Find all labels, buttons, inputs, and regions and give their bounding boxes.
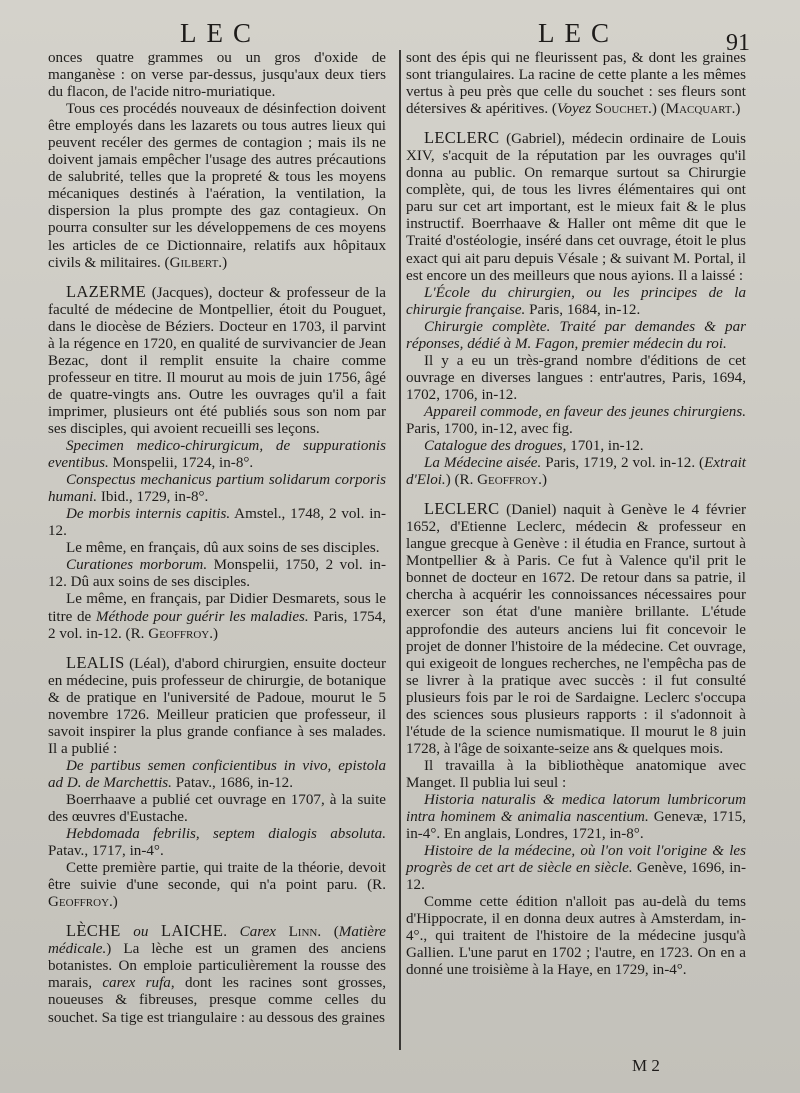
- paragraph: [48, 860, 386, 911]
- left-column: [48, 50, 386, 1027]
- paragraph: [406, 843, 746, 894]
- paragraph: [406, 404, 746, 438]
- paragraph: [48, 792, 386, 826]
- text-run: Il y a eu un très-grand nombre d'éditions de cet ouvrage en diverses langues : entr'autres, Paris, 1694, 1702, 1706, in-12.: [406, 352, 746, 403]
- text-run: Geoffroy.: [477, 472, 542, 489]
- paragraph: [406, 50, 746, 118]
- text-run: Geoffroy.: [148, 625, 213, 642]
- text-run: ) (R.: [445, 472, 478, 489]
- paragraph: [48, 438, 386, 472]
- text-run: Tous ces procédés nouveaux de désinfection doivent être employés dans les lazarets ou tous autres lieux qui peuvent recéler des germes de contagion ; mais ils ne doivent jamais empêcher l'usage des autres précautions de salubrité, telles que la propreté & tous les moyens mécaniques destinés à l'aération, la ventilation, la dispersion la plus prompte des gaz contagieux. On pourra consulter sur les développemens de ces moyens les articles de ce Dictionnaire, relatifs aux hôpitaux civils & militaires. (: [48, 101, 386, 271]
- italic-text: Matière médicale.: [48, 924, 386, 958]
- text-run: Boerrhaave a publié cet ouvrage en 1707, à la suite des œuvres d'Eustache.: [48, 791, 386, 826]
- paragraph: [406, 285, 746, 319]
- italic-text: Historia naturalis & medica latorum lumbricorum intra hominem & animalia nascentium.: [406, 791, 746, 826]
- running-head-left: LEC: [180, 18, 261, 48]
- entry-title: LECLERC: [424, 499, 500, 519]
- paragraph: [48, 654, 386, 758]
- text-run: ): [112, 894, 118, 911]
- text-run: ): [222, 254, 228, 271]
- text-run: ): [541, 472, 547, 489]
- paragraph: [406, 894, 746, 979]
- italic-text: Méthode pour guérir les maladies.: [95, 608, 309, 625]
- italic-text: Conspectus mechanicus partium solidarum corporis humani.: [48, 472, 386, 506]
- paragraph: [48, 557, 386, 591]
- text-run: Gilbert.: [169, 254, 223, 271]
- column-rule: [399, 50, 401, 1050]
- text-run: .: [223, 924, 240, 941]
- text-run: Le même, en français, dû aux soins de ses disciples.: [66, 540, 380, 557]
- text-run: Genève, 1696, in-12.: [406, 860, 746, 894]
- text-run: (Daniel) naquit à Genève le 4 février 1652, d'Etienne Leclerc, médecin & professeur en langue grecque à Genève : il étudia en France, surtout à Montpellier & à Paris. Ce fut à Valence qu'il prit le bonnet de docteur en 1672. De retour dans sa patrie, il chercha à acquérir les connoissances nécessaires pour exercer son état d'une manière brillante. L'étude approfondie des auteurs anciens lui fit concevoir le projet de donner l'histoire de la médecine. Cet ouvrage, qui exigeoit de longues recherches, ne l'empêcha pas de se livrer à la pratique avec succès : il fut consulté plusieurs fois par le roi de Sardaigne. Leclerc s'occupa des sciences sous plusieurs rapports : il s'adonnoit à l'étude de la science numismatique. Il mourut le 8 juin 1728, à l'âge de soixante-seize ans & quelques mois.: [406, 502, 746, 757]
- paragraph: [48, 472, 386, 506]
- paragraph: [48, 283, 386, 438]
- italic-text: carex rufa: [102, 975, 171, 992]
- text-run: (: [321, 924, 339, 941]
- entry-title: LEALIS: [66, 652, 125, 672]
- entry-title: LAICHE: [160, 921, 224, 941]
- text-run: Paris, 1719, 2 vol. in-12. (: [541, 455, 705, 472]
- text-run: Cette première partie, qui traite de la théorie, devoit être suivie d'une seconde, qui n'a point paru. (R.: [48, 860, 386, 894]
- paragraph: [48, 506, 386, 540]
- italic-text: Chirurgie complète. Traité par demandes & par réponses, dédié à M. Fagon, premier médecin du roi.: [406, 318, 746, 352]
- paragraph: [48, 826, 386, 860]
- italic-text: L'École du chirurgien, ou les principes de la chirurgie françaisе.: [406, 284, 746, 318]
- text-run: (Léal), d'abord chirurgien, ensuite docteur en médecine, puis professeur de chirurgie, de botanique & de pratique en l'université de Padoue, mourut le 5 novembre 1726. Meilleur praticien que professeur, il savoit inspirer la plus grande confiance à ses malades. Il a publié :: [48, 655, 386, 757]
- text-run: ): [735, 101, 741, 118]
- text-run: sont des épis qui ne fleurissent pas, & dont les graines sont triangulaires. La racine de cette plante a les mêmes vertus à peu près que celle du souchet : ses fleurs sont détersives & apéritives. (: [406, 50, 746, 118]
- paragraph: [48, 758, 386, 792]
- text-run: onces quatre grammes ou un gros d'oxide de manganèse : on verse par-dessus, jusqu'aux deux tiers du flacon, de l'acide nitro-muriatique.: [48, 50, 386, 101]
- paragraph: [48, 922, 386, 1026]
- text-run: ) La lèche est un gramen des anciens botanistes. On emploie particulièrement la rousse des marais,: [48, 941, 386, 992]
- text-run: Paris, 1684, in-12.: [525, 301, 641, 318]
- paragraph: [406, 758, 746, 792]
- text-run: Souchet.: [595, 101, 652, 118]
- text-run: ) (: [651, 101, 666, 118]
- text-run: Paris, 1754, 2 vol. in-12. (R.: [48, 608, 386, 642]
- italic-text: Carex: [239, 924, 276, 941]
- italic-text: Appareil commode, en faveur des jeunes chirurgiens.: [424, 403, 746, 420]
- text-run: Comme cette édition n'alloit pas au-delà du tems d'Hippocrate, il en donna deux autres à Amsterdam, in-4°., qui traitent de l'histoire de la médecine jusqu'à Gallien. L'une parut en 1702 ; l'autre, en 1723. On en a donné une troisième à la Haye, en 1729, in-4°.: [406, 894, 746, 979]
- italic-text: De partibus semen conficientibus in vivo, epistola ad D. de Marchettis.: [48, 757, 386, 791]
- text-run: Patav., 1686, in-12.: [171, 774, 293, 791]
- paragraph: [406, 353, 746, 404]
- paragraph: [406, 129, 746, 284]
- text-run: Genevæ, 1715, in-4°. En anglais, Londres, 1721, in-8°.: [406, 809, 746, 843]
- italic-text: Extrait d'Eloi.: [406, 455, 746, 489]
- paragraph: [406, 438, 746, 455]
- text-run: Macquart.: [665, 101, 736, 118]
- paragraph: [406, 500, 746, 758]
- paragraph: [48, 101, 386, 271]
- text-run: Geoffroy.: [48, 894, 113, 911]
- text-run: Paris, 1700, in-12, avec fig.: [406, 420, 573, 437]
- paragraph: [48, 540, 386, 557]
- text-run: Amstel., 1748, 2 vol. in-12.: [48, 506, 386, 540]
- page-number: 91: [726, 30, 750, 56]
- italic-text: Voyez: [556, 101, 592, 118]
- running-head-right: LEC: [538, 18, 619, 48]
- italic-text: La Médecine aisée.: [424, 455, 542, 472]
- italic-text: ou: [120, 924, 161, 941]
- italic-text: Specimen medico-chirurgicum, de suppurationis eventibus.: [48, 438, 386, 472]
- text-run: [276, 924, 289, 940]
- entry-title: LAZERME: [66, 281, 147, 301]
- text-run: Ibid., 1729, in-8°.: [97, 489, 209, 506]
- italic-text: Catalogue des drogues,: [424, 438, 567, 455]
- italic-text: De morbis internis capitis.: [66, 506, 231, 523]
- text-run: Monspelii, 1750, 2 vol. in-12. Dû aux soins de ses disciples.: [48, 557, 386, 591]
- italic-text: Hebdomada febrilis, septem dialogis absoluta.: [66, 826, 386, 843]
- text-run: ): [213, 625, 219, 642]
- text-run: Linn.: [288, 924, 322, 941]
- text-run: Patav., 1717, in-4°.: [48, 843, 164, 860]
- text-run: (Jacques), docteur & professeur de la faculté de médecine de Montpellier, étoit du Pouguet, dans le diocèse de Béziers. Docteur en 1703, il parvint à la régence en 1720, en qualité de survivancier de Jean Bezac, dont il remplit ensuite la chaire comme professeur en titre. Il mourut au mois de juin 1756, âgé de quatre-vingts ans. Outre les ouvrages qu'il a fait imprimer, plusieurs ont été publiés sous son nom par ses disciples, qui avoient recueilli ses leçons.: [48, 284, 386, 437]
- italic-text: Histoire de la médecine, où l'on voit l'origine & les progrès de cet art de siècle en siècle.: [406, 843, 746, 877]
- paragraph: [406, 792, 746, 843]
- right-column: [406, 50, 746, 979]
- italic-text: Curationes morborum.: [66, 557, 208, 574]
- entry-title: LÈCHE: [66, 921, 121, 941]
- signature-mark: M 2: [632, 1056, 660, 1075]
- text-run: Il travailla à la bibliothèque anatomique avec Manget. Il publia lui seul :: [406, 757, 746, 791]
- text-run: 1701, in-12.: [566, 438, 644, 455]
- text-run: , dont les racines sont grosses, noueuses & fibreuses, presque comme celles du souchet. Sa tige est triangulaire : au dessous des graines: [48, 975, 387, 1026]
- entry-title: LECLERC: [424, 128, 500, 148]
- text-run: Monspelii, 1724, in-8°.: [108, 455, 254, 472]
- paragraph: [48, 591, 386, 642]
- paragraph: [406, 455, 746, 489]
- text-run: (Gabriel), médecin ordinaire de Louis XIV, s'acquit de la réputation par les ouvrages qu'il donna au public. On remarque surtout sa Chirurgie complète, qui, de tous les livres élémentaires qui ont paru sur cet art important, est le mieux fait & le plus instructif. Boerrhaave & Haller ont même dit que le Traité d'ostéologie, inséré dans cet ouvrage, étoit le plus exact qui ait paru depuis Vésale ; & suivant M. Portal, il est encore un des meilleurs que nous ayions. Il a laissé :: [406, 131, 746, 284]
- text-run: Le même, en français, par Didier Desmarets, sous le titre de: [48, 591, 386, 625]
- paragraph: [406, 319, 746, 353]
- paragraph: [48, 50, 386, 101]
